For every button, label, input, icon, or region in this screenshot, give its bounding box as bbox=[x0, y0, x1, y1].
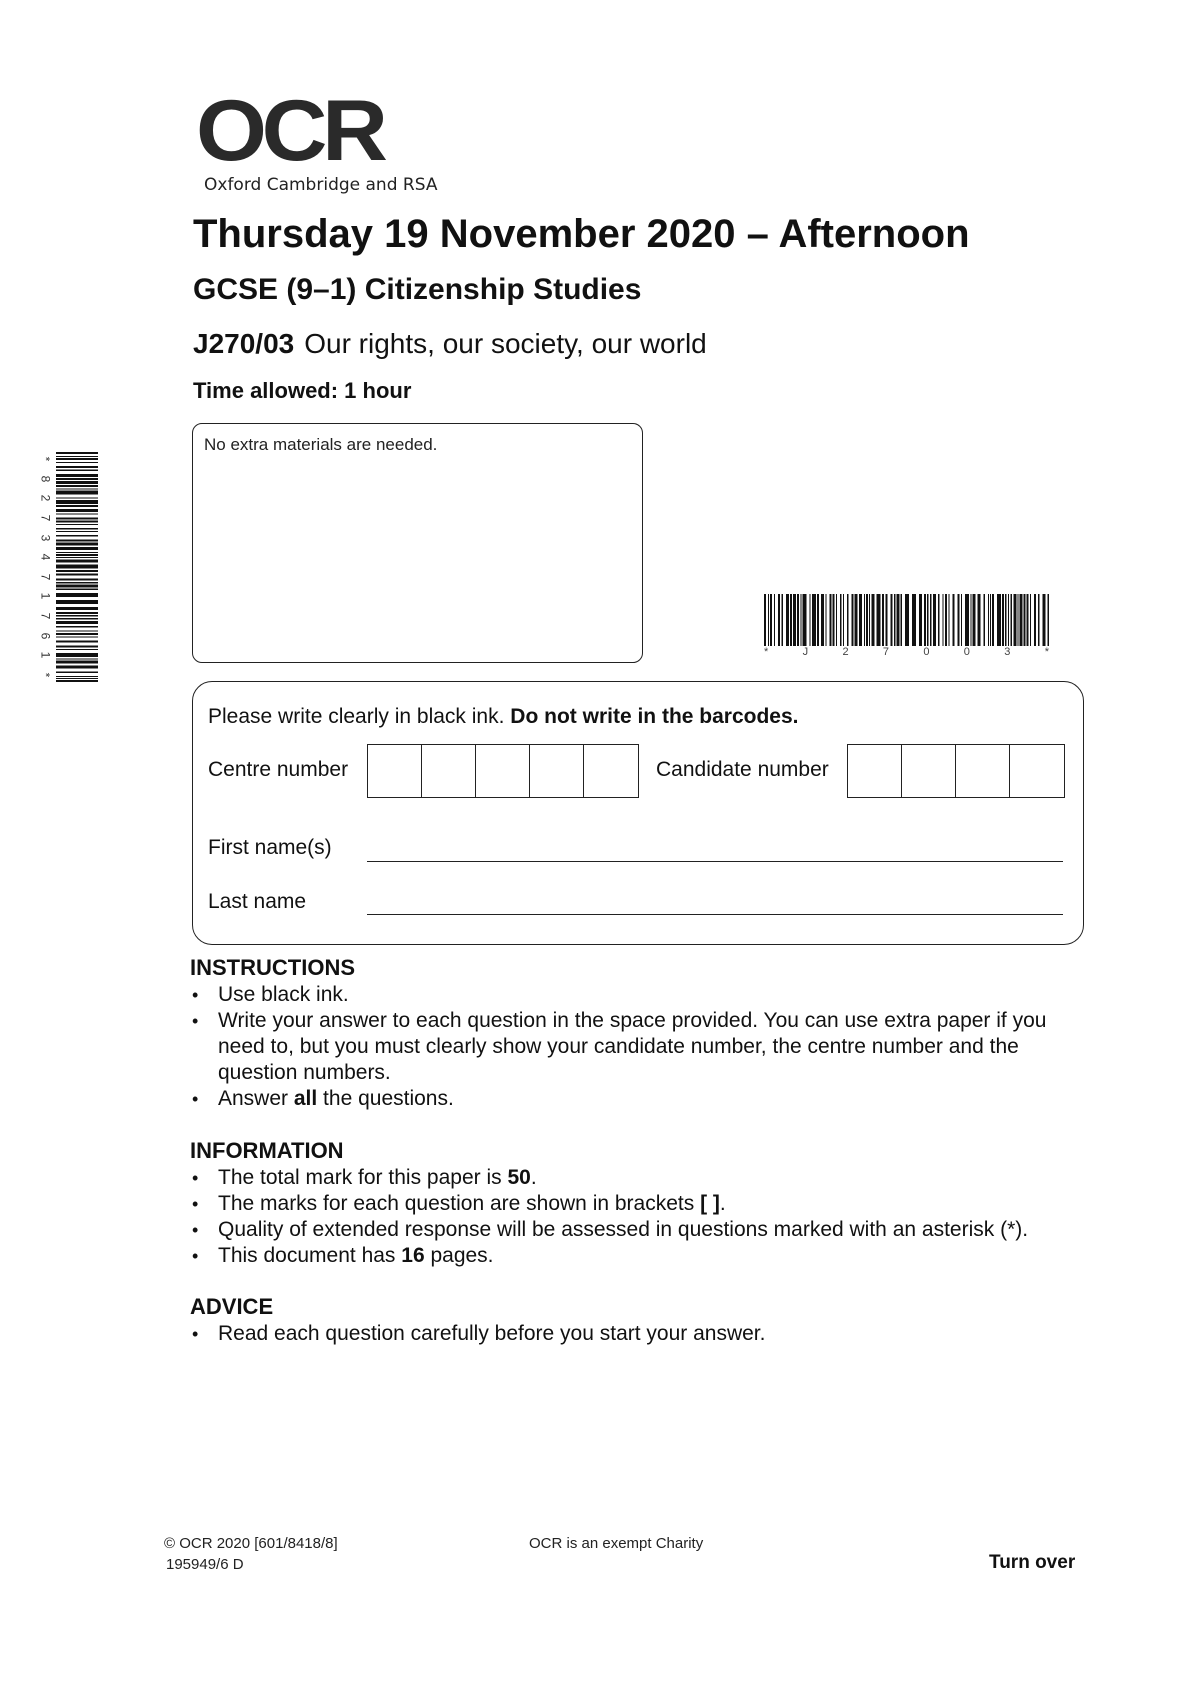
barcode-bar bbox=[56, 466, 98, 468]
first-name-label: First name(s) bbox=[208, 836, 332, 859]
barcode-bar bbox=[1027, 594, 1029, 646]
barcode-bar bbox=[927, 594, 929, 646]
barcode-digit: 0 bbox=[923, 646, 930, 658]
barcode-bar bbox=[56, 524, 98, 525]
barcode-bar bbox=[56, 518, 98, 520]
barcode-bar bbox=[905, 594, 909, 646]
barcode-bar bbox=[56, 478, 98, 480]
centre-digit-box[interactable] bbox=[422, 745, 476, 797]
barcode-bar bbox=[833, 594, 835, 646]
barcode-digit: 1 bbox=[38, 651, 52, 659]
barcode-bar bbox=[56, 672, 98, 674]
barcode-bar bbox=[971, 594, 972, 646]
barcode-bar bbox=[843, 594, 844, 646]
barcode-bar bbox=[978, 594, 981, 646]
centre-number-grid[interactable] bbox=[367, 744, 639, 798]
barcode-bar bbox=[56, 505, 98, 507]
footer-charity: OCR is an exempt Charity bbox=[529, 1535, 704, 1552]
side-barcode-digits bbox=[38, 452, 52, 682]
barcode-digit: 2 bbox=[842, 646, 849, 658]
barcode-bar bbox=[817, 594, 819, 646]
barcode-bar bbox=[1008, 594, 1009, 646]
barcode-bar bbox=[869, 594, 870, 646]
barcode-bar bbox=[919, 594, 922, 646]
barcode-bar bbox=[56, 618, 98, 620]
barcode-bar bbox=[56, 531, 98, 532]
list-item: • This document has 16 pages. bbox=[190, 1243, 1080, 1269]
barcode-bar bbox=[56, 543, 98, 546]
barcode-bar bbox=[56, 593, 98, 597]
barcode-bar bbox=[859, 594, 862, 646]
barcode-bar bbox=[961, 594, 962, 646]
candidate-number-label: Candidate number bbox=[656, 758, 829, 781]
centre-digit-box[interactable] bbox=[530, 745, 584, 797]
candidate-digit-box[interactable] bbox=[848, 745, 902, 797]
barcode-bar bbox=[56, 540, 98, 542]
barcode-bar bbox=[56, 535, 98, 537]
list-item: • The total mark for this paper is 50. bbox=[190, 1165, 1080, 1191]
barcode-bar bbox=[56, 631, 98, 632]
barcode-bar bbox=[984, 594, 986, 646]
barcode-bar bbox=[56, 661, 98, 664]
barcode-bar bbox=[56, 589, 98, 591]
centre-number-label: Centre number bbox=[208, 758, 349, 781]
barcode-bar bbox=[56, 574, 98, 576]
barcode-bar bbox=[56, 552, 98, 553]
barcode-bar bbox=[56, 570, 98, 572]
barcode-bar bbox=[1002, 594, 1004, 646]
information-heading: INFORMATION bbox=[190, 1138, 344, 1163]
last-name-line[interactable] bbox=[367, 913, 1063, 915]
barcode-bar bbox=[56, 659, 98, 660]
time-allowed: Time allowed: 1 hour bbox=[193, 378, 412, 403]
barcode-bar bbox=[56, 615, 98, 617]
advice-list bbox=[190, 1321, 1080, 1347]
barcode-bar bbox=[786, 594, 789, 646]
barcode-bar bbox=[56, 557, 98, 558]
barcode-digit: 6 bbox=[38, 632, 52, 639]
barcode-bar bbox=[801, 594, 802, 646]
barcode-bar bbox=[56, 653, 98, 657]
barcode-bar bbox=[886, 594, 888, 646]
barcode-bar bbox=[56, 485, 98, 487]
list-item: • Answer all the questions. bbox=[190, 1086, 1080, 1112]
barcode-digit: 7 bbox=[38, 612, 52, 620]
barcode-bar bbox=[56, 621, 98, 624]
barcode-bar bbox=[56, 676, 98, 677]
barcode-bar bbox=[1034, 594, 1036, 646]
barcode-bar bbox=[965, 594, 969, 646]
barcode-digit: 8 bbox=[38, 475, 52, 482]
barcode-bar bbox=[768, 594, 769, 646]
list-item: • Quality of extended response will be assessed in questions marked with an asterisk (*). bbox=[190, 1217, 1080, 1243]
barcode-bar bbox=[56, 528, 98, 530]
candidate-digit-box[interactable] bbox=[1010, 745, 1064, 797]
barcode-bar bbox=[897, 594, 900, 646]
barcode-bar bbox=[56, 554, 98, 556]
barcode-bar bbox=[56, 579, 98, 581]
barcode-bar bbox=[56, 560, 98, 563]
paper-title bbox=[193, 328, 707, 360]
barcode-bar bbox=[826, 594, 827, 646]
barcode-bar bbox=[877, 594, 881, 646]
barcode-digit: 7 bbox=[38, 514, 52, 522]
barcode-bar bbox=[56, 474, 98, 477]
barcode-bar bbox=[56, 462, 98, 463]
barcode-bar bbox=[56, 481, 98, 484]
centre-digit-box[interactable] bbox=[368, 745, 422, 797]
barcode-bar bbox=[894, 594, 896, 646]
paper-barcode bbox=[764, 594, 1049, 646]
last-name-label: Last name bbox=[208, 890, 307, 913]
barcode-bar bbox=[949, 594, 950, 646]
barcode-bar bbox=[56, 646, 98, 648]
barcode-bar bbox=[912, 594, 916, 646]
barcode-bar bbox=[56, 500, 98, 504]
barcode-digit: * bbox=[1044, 646, 1049, 658]
barcode-bar bbox=[56, 452, 98, 454]
logo-tagline: Oxford Cambridge and RSA bbox=[204, 175, 438, 195]
barcode-bar bbox=[864, 594, 865, 646]
paper-barcode-digits bbox=[764, 646, 1049, 658]
barcode-bar bbox=[997, 594, 1001, 646]
instructions-heading: INSTRUCTIONS bbox=[190, 955, 355, 980]
barcode-bar bbox=[1011, 594, 1013, 646]
barcode-bar bbox=[990, 594, 991, 646]
barcode-bar bbox=[988, 594, 989, 646]
centre-digit-box[interactable] bbox=[584, 745, 638, 797]
exam-date-title: Thursday 19 November 2020 – Afternoon bbox=[193, 212, 970, 256]
instruction-plain: Please write clearly in black ink. bbox=[208, 705, 511, 728]
barcode-bar bbox=[891, 594, 893, 646]
first-name-line[interactable] bbox=[367, 860, 1063, 862]
barcode-bar bbox=[992, 594, 994, 646]
ocr-logo: OCR bbox=[196, 83, 383, 179]
barcode-bar bbox=[836, 594, 837, 646]
qualification-title: GCSE (9–1) Citizenship Studies bbox=[193, 273, 642, 306]
side-barcode bbox=[56, 452, 98, 682]
barcode-bar bbox=[56, 612, 98, 614]
barcode-bar bbox=[1014, 594, 1017, 646]
barcode-bar bbox=[56, 666, 98, 669]
barcode-bar bbox=[782, 594, 784, 646]
barcode-digit: * bbox=[764, 646, 769, 658]
barcode-bar bbox=[852, 594, 854, 646]
advice-heading: ADVICE bbox=[190, 1294, 274, 1319]
barcode-bar bbox=[770, 594, 772, 646]
barcode-bar bbox=[56, 565, 98, 569]
barcode-bar bbox=[56, 491, 98, 495]
barcode-digit: * bbox=[37, 672, 52, 678]
barcode-bar bbox=[56, 649, 98, 650]
barcode-bar bbox=[774, 594, 775, 646]
barcode-bar bbox=[1005, 594, 1007, 646]
information-list bbox=[190, 1165, 1080, 1269]
barcode-digit: J bbox=[802, 646, 809, 658]
barcode-bar bbox=[56, 680, 98, 682]
barcode-bar bbox=[866, 594, 868, 646]
barcode-digit: 2 bbox=[38, 494, 52, 502]
barcode-bar bbox=[56, 582, 98, 584]
list-item: • Use black ink. bbox=[190, 982, 1080, 1008]
materials-text: No extra materials are needed. bbox=[204, 435, 438, 454]
barcode-bar bbox=[56, 641, 98, 643]
barcode-bar bbox=[1048, 594, 1050, 646]
barcode-bar bbox=[882, 594, 884, 646]
barcode-digit: 1 bbox=[38, 593, 52, 600]
barcode-bar bbox=[933, 594, 936, 646]
barcode-bar bbox=[930, 594, 932, 646]
barcode-bar bbox=[1020, 594, 1023, 646]
barcode-bar bbox=[56, 514, 98, 515]
barcode-bar bbox=[56, 637, 98, 638]
barcode-bar bbox=[790, 594, 792, 646]
barcode-bar bbox=[803, 594, 807, 646]
barcode-bar bbox=[943, 594, 944, 646]
barcode-bar bbox=[797, 594, 799, 646]
barcode-bar bbox=[56, 456, 98, 457]
barcode-bar bbox=[56, 600, 98, 604]
barcode-bar bbox=[1030, 594, 1031, 646]
barcode-bar bbox=[56, 489, 98, 490]
barcode-bar bbox=[958, 594, 960, 646]
barcode-bar bbox=[840, 594, 842, 646]
barcode-bar bbox=[901, 594, 903, 646]
barcode-bar bbox=[812, 594, 816, 646]
barcode-bar bbox=[847, 594, 849, 646]
turn-over: Turn over bbox=[989, 1552, 1076, 1573]
barcode-bar bbox=[1024, 594, 1026, 646]
candidate-digit-box[interactable] bbox=[956, 745, 1010, 797]
barcode-bar bbox=[953, 594, 955, 646]
barcode-bar bbox=[1043, 594, 1046, 646]
instructions-list bbox=[190, 982, 1080, 1112]
barcode-bar bbox=[56, 521, 98, 523]
list-item: • Write your answer to each question in the space provided. You can use extra paper if you need to, but you must clearly show your candidate number, the centre number and the question numbers. bbox=[190, 1008, 1080, 1086]
candidate-instruction bbox=[208, 705, 799, 729]
barcode-digit: 7 bbox=[38, 573, 52, 581]
candidate-digit-box[interactable] bbox=[902, 745, 956, 797]
barcode-bar bbox=[945, 594, 947, 646]
barcode-bar bbox=[56, 607, 98, 610]
barcode-bar bbox=[778, 594, 780, 646]
footer-reference: 195949/6 D bbox=[166, 1556, 244, 1573]
barcode-bar bbox=[56, 626, 98, 628]
barcode-bar bbox=[973, 594, 976, 646]
barcode-bar bbox=[821, 594, 824, 646]
barcode-digit: * bbox=[37, 456, 52, 462]
barcode-bar bbox=[56, 633, 98, 635]
list-item: • Read each question carefully before you start your answer. bbox=[190, 1321, 1080, 1347]
barcode-bar bbox=[924, 594, 926, 646]
barcode-bar bbox=[810, 594, 811, 646]
barcode-bar bbox=[793, 594, 796, 646]
barcode-bar bbox=[830, 594, 832, 646]
barcode-digit: 3 bbox=[1004, 646, 1011, 658]
barcode-bar bbox=[855, 594, 858, 646]
materials-box bbox=[192, 423, 643, 663]
barcode-bar bbox=[764, 594, 766, 646]
candidate-number-grid[interactable] bbox=[847, 744, 1065, 798]
footer-copyright: © OCR 2020 [601/8418/8] bbox=[164, 1535, 338, 1552]
barcode-bar bbox=[56, 509, 98, 512]
barcode-bar bbox=[56, 470, 98, 472]
paper-code: J270/03 bbox=[193, 328, 295, 359]
barcode-digit: 4 bbox=[38, 553, 52, 561]
barcode-bar bbox=[872, 594, 875, 646]
paper-name: Our rights, our society, our world bbox=[304, 328, 707, 359]
instruction-bold: Do not write in the barcodes. bbox=[510, 705, 799, 728]
barcode-bar bbox=[56, 458, 98, 460]
barcode-bar bbox=[56, 547, 98, 550]
list-item: • The marks for each question are shown in brackets [ ]. bbox=[190, 1191, 1080, 1217]
centre-digit-box[interactable] bbox=[476, 745, 530, 797]
barcode-digit: 3 bbox=[38, 534, 52, 541]
barcode-bar bbox=[56, 498, 98, 499]
barcode-bar bbox=[1018, 594, 1019, 646]
barcode-bar bbox=[938, 594, 940, 646]
barcode-bar bbox=[56, 585, 98, 588]
barcode-bar bbox=[1038, 594, 1040, 646]
barcode-digit: 0 bbox=[963, 646, 970, 658]
barcode-bar bbox=[56, 678, 98, 679]
barcode-digit: 7 bbox=[882, 646, 890, 658]
